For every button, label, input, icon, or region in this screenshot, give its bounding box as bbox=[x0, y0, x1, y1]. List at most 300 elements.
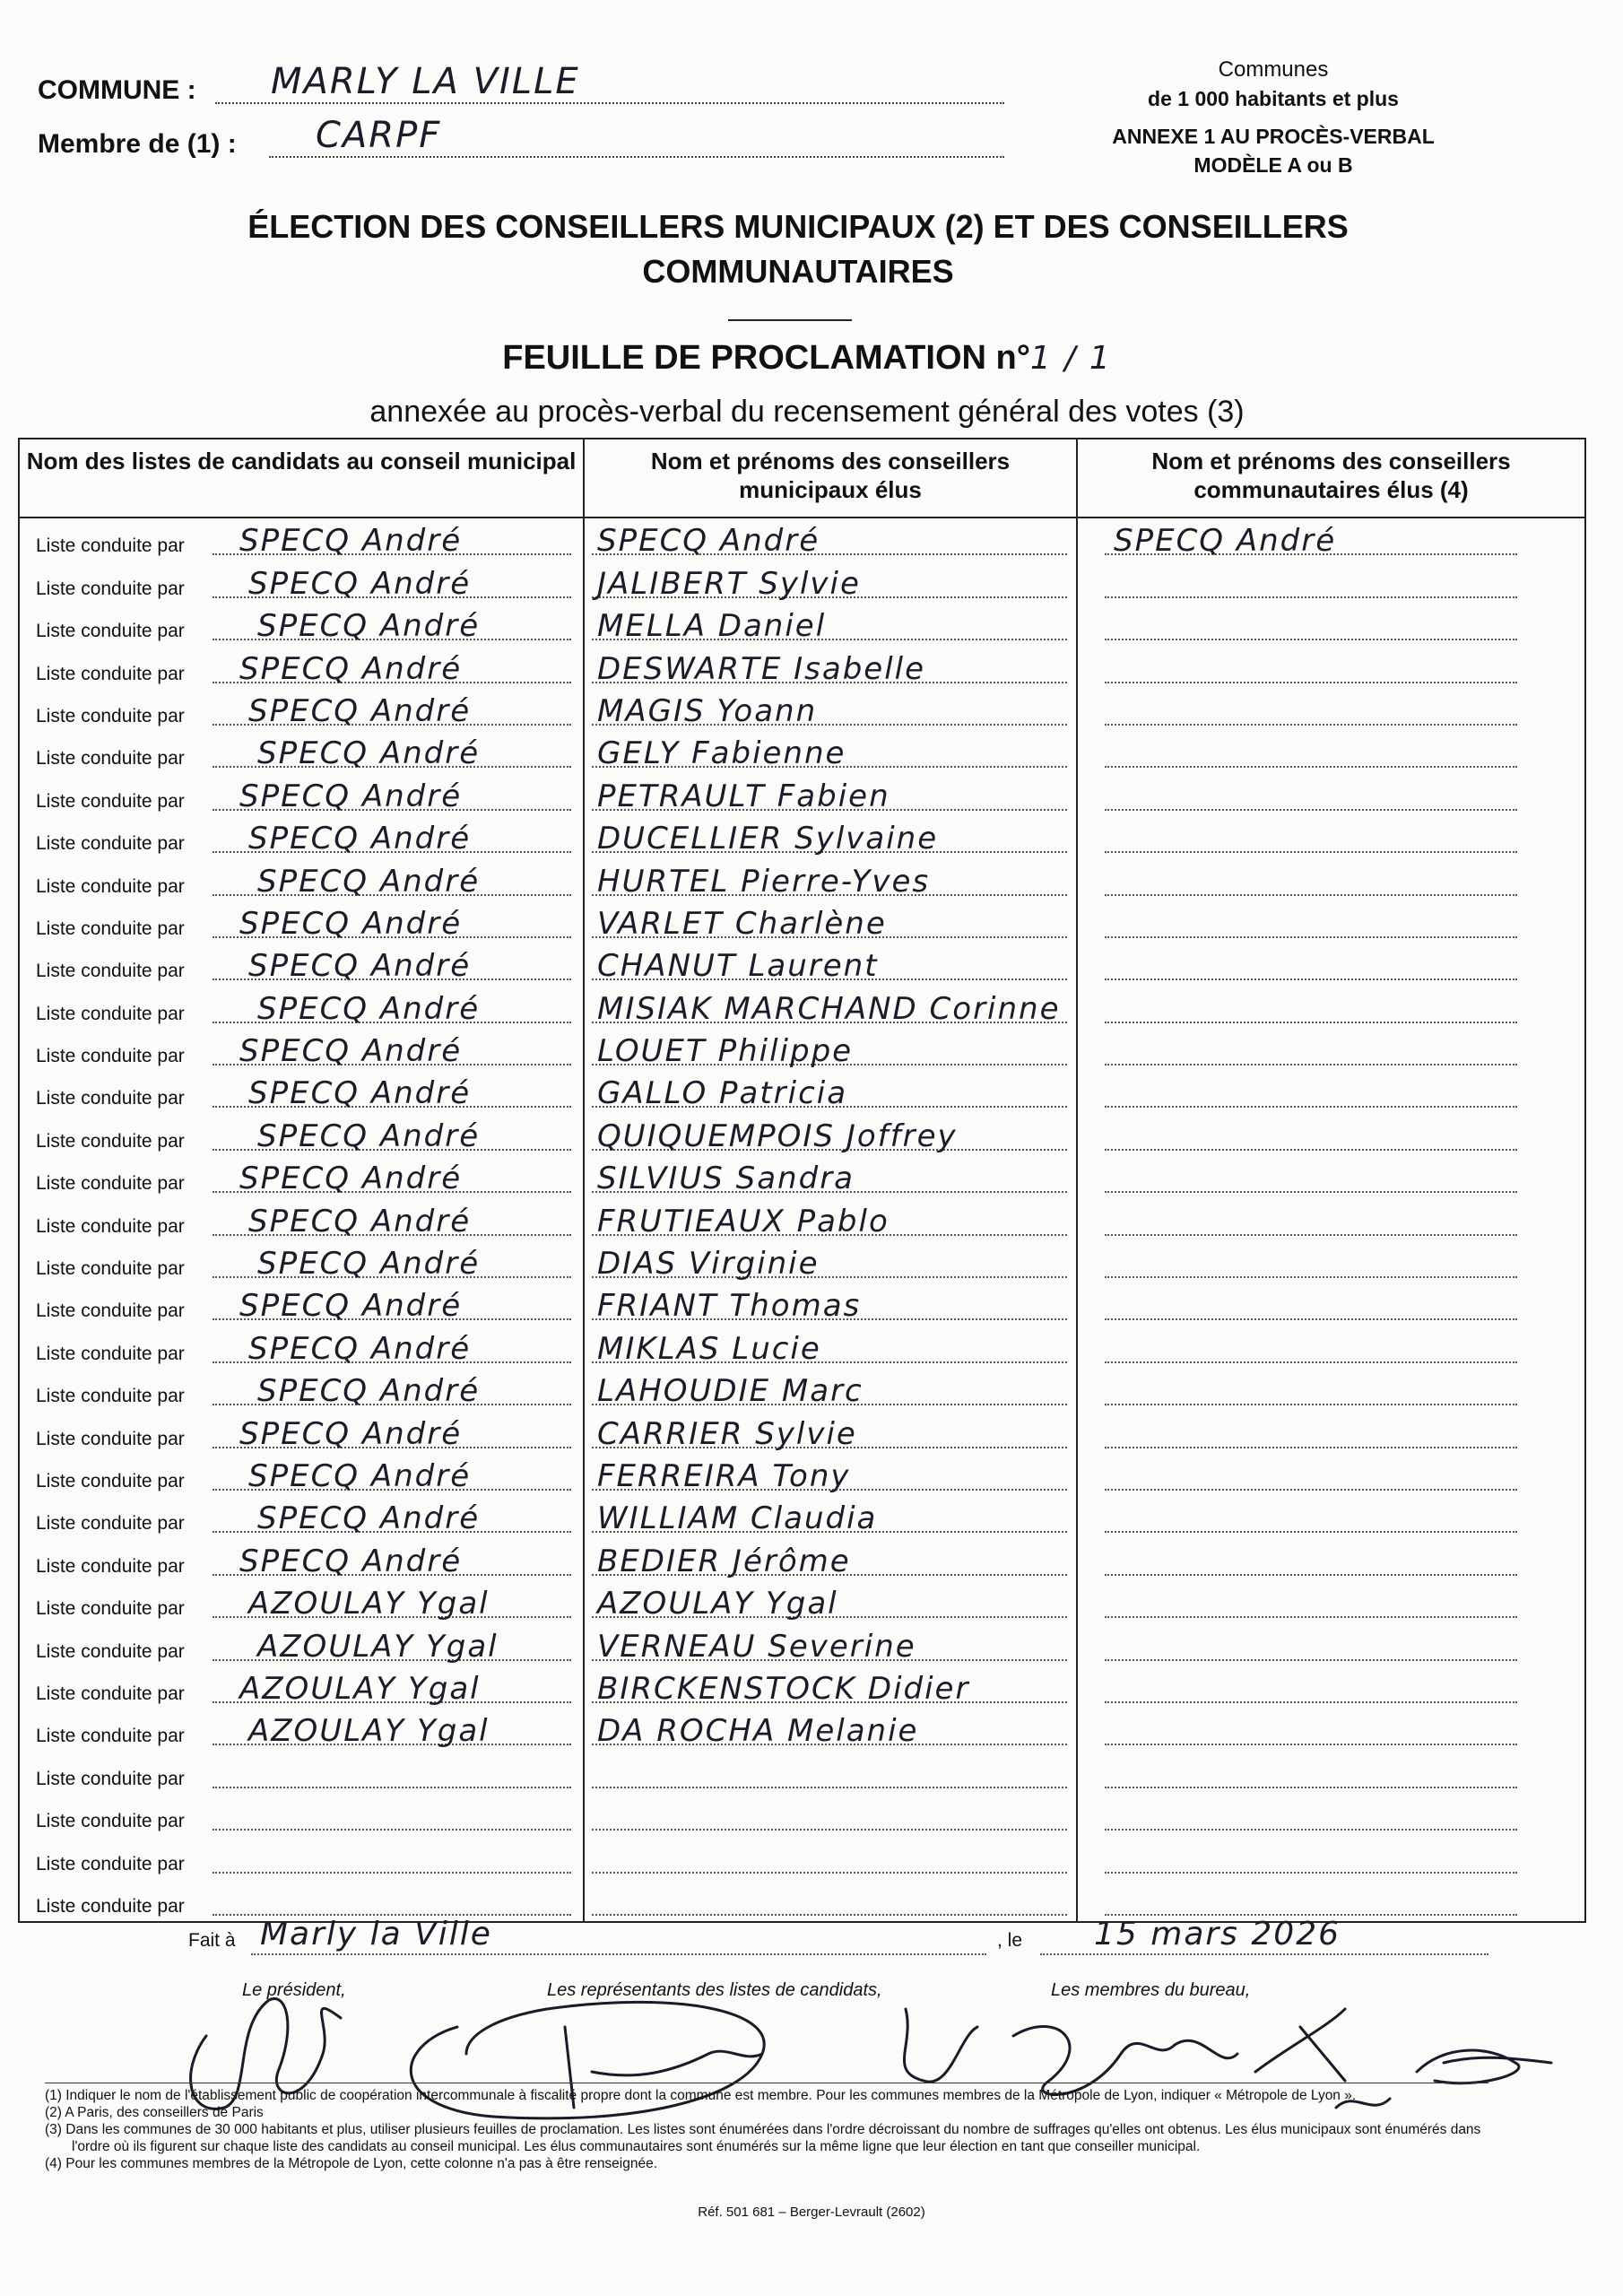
reference-code: Réf. 501 681 – Berger-Levrault (2602) bbox=[698, 2205, 925, 2220]
row-prefix: Liste conduite par bbox=[36, 621, 185, 642]
communautaire-cell bbox=[1078, 689, 1584, 731]
municipal-elected: JALIBERT Sylvie bbox=[597, 565, 861, 602]
municipal-cell bbox=[585, 1113, 1078, 1155]
municipal-cell bbox=[585, 858, 1078, 900]
communautaire-dotline bbox=[1105, 1361, 1517, 1363]
table-row bbox=[20, 986, 1584, 1028]
list-cell bbox=[20, 1113, 585, 1155]
list-cell bbox=[20, 1283, 585, 1326]
list-leader: SPECQ André bbox=[257, 735, 481, 772]
communautaire-dotline bbox=[1105, 1616, 1517, 1618]
communautaire-cell bbox=[1078, 1751, 1584, 1793]
representative-signature-2 bbox=[904, 2009, 977, 2082]
communautaire-dotline bbox=[1105, 1872, 1517, 1874]
municipal-elected: VERNEAU Severine bbox=[597, 1628, 916, 1665]
municipal-elected: GALLO Patricia bbox=[597, 1075, 848, 1112]
membre-row bbox=[38, 115, 1006, 167]
category-line-1: Communes bbox=[1218, 57, 1329, 82]
list-cell bbox=[20, 1156, 585, 1198]
list-leader: SPECQ André bbox=[257, 1373, 481, 1410]
communautaire-cell bbox=[1078, 1071, 1584, 1113]
row-prefix: Liste conduite par bbox=[36, 1853, 185, 1874]
municipal-elected: SILVIUS Sandra bbox=[597, 1161, 855, 1197]
communautaire-dotline bbox=[1105, 639, 1517, 640]
municipal-dotline bbox=[592, 1787, 1067, 1788]
communautaire-dotline bbox=[1105, 978, 1517, 980]
table-row bbox=[20, 773, 1584, 815]
list-cell bbox=[20, 1666, 585, 1709]
municipal-elected: SPECQ André bbox=[597, 523, 820, 560]
municipal-cell bbox=[585, 1326, 1078, 1368]
header-communautaire: Nom et prénoms des conseillers communautaires élus (4) bbox=[1151, 448, 1511, 503]
municipal-cell bbox=[585, 1454, 1078, 1496]
municipal-cell bbox=[585, 689, 1078, 731]
list-cell bbox=[20, 1326, 585, 1368]
membre-dotline bbox=[269, 156, 1004, 158]
communautaire-cell bbox=[1078, 858, 1584, 900]
municipal-cell bbox=[585, 1156, 1078, 1198]
row-prefix: Liste conduite par bbox=[36, 748, 185, 770]
communautaire-dotline bbox=[1105, 894, 1517, 896]
representants-label: Les représentants des listes de candidats, bbox=[547, 1980, 882, 2000]
table-row bbox=[20, 944, 1584, 986]
communautaire-cell bbox=[1078, 1411, 1584, 1453]
municipal-cell bbox=[585, 1709, 1078, 1751]
table-row bbox=[20, 1113, 1584, 1155]
list-cell bbox=[20, 1709, 585, 1751]
list-leader: SPECQ André bbox=[239, 1415, 463, 1452]
table-row bbox=[20, 1411, 1584, 1453]
municipal-elected: MELLA Daniel bbox=[597, 608, 827, 645]
table-row bbox=[20, 1794, 1584, 1836]
list-dotline bbox=[213, 1829, 571, 1831]
municipal-cell bbox=[585, 773, 1078, 815]
municipal-cell bbox=[585, 518, 1078, 561]
municipal-cell bbox=[585, 1623, 1078, 1665]
communautaire-cell bbox=[1078, 1623, 1584, 1665]
municipal-cell bbox=[585, 646, 1078, 688]
municipal-elected: DIAS Virginie bbox=[597, 1246, 820, 1283]
table-row bbox=[20, 1496, 1584, 1538]
list-leader: SPECQ André bbox=[239, 1161, 463, 1197]
municipal-elected: LOUET Philippe bbox=[597, 1033, 854, 1070]
list-leader: AZOULAY Ygal bbox=[248, 1586, 490, 1622]
list-leader: SPECQ André bbox=[257, 863, 481, 900]
row-prefix: Liste conduite par bbox=[36, 663, 185, 684]
list-cell bbox=[20, 1411, 585, 1453]
le-label: , le bbox=[997, 1930, 1023, 1951]
municipal-elected: DUCELLIER Sylvaine bbox=[597, 821, 939, 857]
communautaire-cell bbox=[1078, 986, 1584, 1028]
communautaire-cell bbox=[1078, 1709, 1584, 1751]
proclamation-number: 1 / 1 bbox=[1029, 340, 1112, 377]
municipal-elected: CARRIER Sylvie bbox=[597, 1415, 857, 1452]
list-cell bbox=[20, 858, 585, 900]
municipal-elected: DESWARTE Isabelle bbox=[597, 650, 925, 687]
communautaire-cell bbox=[1078, 1836, 1584, 1878]
table-row bbox=[20, 1836, 1584, 1878]
municipal-cell bbox=[585, 1029, 1078, 1071]
table-body bbox=[20, 518, 1584, 1921]
communautaire-dotline bbox=[1105, 1106, 1517, 1108]
row-prefix: Liste conduite par bbox=[36, 1046, 185, 1067]
communautaire-cell bbox=[1078, 1283, 1584, 1326]
communautaire-elected: SPECQ André bbox=[1114, 523, 1337, 560]
results-table bbox=[18, 438, 1586, 1923]
municipal-cell bbox=[585, 1794, 1078, 1836]
communautaire-cell bbox=[1078, 1326, 1584, 1368]
list-cell bbox=[20, 518, 585, 561]
list-cell bbox=[20, 604, 585, 646]
list-cell bbox=[20, 646, 585, 688]
municipal-cell bbox=[585, 731, 1078, 773]
proclamation-title bbox=[269, 339, 1345, 378]
row-prefix: Liste conduite par bbox=[36, 705, 185, 726]
row-prefix: Liste conduite par bbox=[36, 1768, 185, 1789]
commune-category-box bbox=[1085, 56, 1462, 179]
commune-label: COMMUNE : bbox=[38, 75, 196, 105]
footnote-3: (3) Dans les communes de 30 000 habitants et plus, utiliser plusieurs feuilles de proclamation. Les listes sont énumérées dans l'ordre décroissant du nombre de suffrages qu'elles ont obtenus. Les élus municipaux sont énumérés dans l'ordre où ils figurent sur chaque liste des candidats au conseil municipal. Les élus communautaires sont énumérés sur la même ligne que leur élection en tant que conseiller municipal. bbox=[45, 2122, 1481, 2154]
communautaire-dotline bbox=[1105, 1276, 1517, 1278]
communautaire-dotline bbox=[1105, 1064, 1517, 1065]
municipal-elected: DA ROCHA Melanie bbox=[597, 1713, 919, 1750]
row-prefix: Liste conduite par bbox=[36, 1088, 185, 1109]
list-leader: SPECQ André bbox=[248, 821, 472, 857]
list-leader: AZOULAY Ygal bbox=[257, 1628, 499, 1665]
list-leader: AZOULAY Ygal bbox=[248, 1713, 490, 1750]
row-prefix: Liste conduite par bbox=[36, 1386, 185, 1407]
communautaire-cell bbox=[1078, 1198, 1584, 1240]
list-cell bbox=[20, 689, 585, 731]
modele-line: MODÈLE A ou B bbox=[1193, 153, 1353, 177]
table-row bbox=[20, 604, 1584, 646]
communautaire-dotline bbox=[1105, 936, 1517, 938]
date-value: 15 mars 2026 bbox=[1094, 1916, 1341, 1952]
municipal-cell bbox=[585, 1496, 1078, 1538]
municipal-cell bbox=[585, 1751, 1078, 1793]
municipal-cell bbox=[585, 604, 1078, 646]
communautaire-dotline bbox=[1105, 1744, 1517, 1745]
communautaire-dotline bbox=[1105, 596, 1517, 598]
row-prefix: Liste conduite par bbox=[36, 535, 185, 557]
list-cell bbox=[20, 1623, 585, 1665]
municipal-dotline bbox=[592, 1829, 1067, 1831]
list-leader: SPECQ André bbox=[257, 608, 481, 645]
list-leader: SPECQ André bbox=[239, 523, 463, 560]
communautaire-dotline bbox=[1105, 724, 1517, 726]
communautaire-dotline bbox=[1105, 1489, 1517, 1491]
municipal-cell bbox=[585, 901, 1078, 944]
communautaire-cell bbox=[1078, 1496, 1584, 1538]
table-row bbox=[20, 1879, 1584, 1921]
communautaire-dotline bbox=[1105, 1574, 1517, 1576]
communautaire-cell bbox=[1078, 1666, 1584, 1709]
row-prefix: Liste conduite par bbox=[36, 1470, 185, 1492]
communautaire-cell bbox=[1078, 1794, 1584, 1836]
municipal-elected: VARLET Charlène bbox=[597, 905, 887, 942]
list-dotline bbox=[213, 1872, 571, 1874]
list-cell bbox=[20, 1496, 585, 1538]
communautaire-cell bbox=[1078, 1538, 1584, 1580]
table-row bbox=[20, 1198, 1584, 1240]
commune-row bbox=[38, 61, 1006, 113]
table-row bbox=[20, 1071, 1584, 1113]
category-line-2: de 1 000 habitants et plus bbox=[1148, 87, 1399, 110]
table-row bbox=[20, 689, 1584, 731]
table-header bbox=[20, 439, 1584, 518]
municipal-cell bbox=[585, 986, 1078, 1028]
communautaire-dotline bbox=[1105, 1318, 1517, 1320]
row-prefix: Liste conduite par bbox=[36, 1811, 185, 1832]
communautaire-dotline bbox=[1105, 1701, 1517, 1703]
row-prefix: Liste conduite par bbox=[36, 1215, 185, 1237]
municipal-cell bbox=[585, 1283, 1078, 1326]
page-title-line-1: ÉLECTION DES CONSEILLERS MUNICIPAUX (2) ET DES CONSEILLERS bbox=[247, 208, 1349, 245]
municipal-elected: GELY Fabienne bbox=[597, 735, 846, 772]
list-cell bbox=[20, 944, 585, 986]
communautaire-cell bbox=[1078, 518, 1584, 561]
membre-value: CARPF bbox=[316, 115, 442, 156]
municipal-cell bbox=[585, 1538, 1078, 1580]
communautaire-dotline bbox=[1105, 766, 1517, 768]
list-leader: SPECQ André bbox=[257, 1500, 481, 1537]
list-leader: SPECQ André bbox=[248, 1203, 472, 1239]
date-dotline bbox=[1040, 1953, 1488, 1955]
communautaire-cell bbox=[1078, 1241, 1584, 1283]
table-row bbox=[20, 858, 1584, 900]
municipal-elected: BEDIER Jérôme bbox=[597, 1543, 851, 1579]
list-leader: SPECQ André bbox=[248, 692, 472, 729]
header-municipal: Nom et prénoms des conseillers municipaux élus bbox=[585, 439, 1078, 517]
list-leader: SPECQ André bbox=[248, 948, 472, 985]
municipal-elected: CHANUT Laurent bbox=[597, 948, 879, 985]
list-cell bbox=[20, 1794, 585, 1836]
municipal-cell bbox=[585, 1836, 1078, 1878]
communautaire-dotline bbox=[1105, 809, 1517, 811]
list-leader: SPECQ André bbox=[248, 1330, 472, 1367]
list-leader: SPECQ André bbox=[248, 1457, 472, 1494]
row-prefix: Liste conduite par bbox=[36, 578, 185, 599]
communautaire-dotline bbox=[1105, 1404, 1517, 1405]
municipal-elected: WILLIAM Claudia bbox=[597, 1500, 878, 1537]
proclamation-label: FEUILLE DE PROCLAMATION n° bbox=[502, 339, 1030, 377]
communautaire-dotline bbox=[1105, 851, 1517, 853]
footnote-1: (1) Indiquer le nom de l'établissement public de coopération intercommunale à fiscalité propre dont la commune est membre. Pour les communes membres de la Métropole de Lyon, indiquer « Métropole de Lyon ». bbox=[45, 2088, 1357, 2103]
table-row bbox=[20, 1283, 1584, 1326]
row-prefix: Liste conduite par bbox=[36, 1683, 185, 1704]
list-leader: SPECQ André bbox=[239, 1288, 463, 1325]
communautaire-cell bbox=[1078, 901, 1584, 944]
row-prefix: Liste conduite par bbox=[36, 1726, 185, 1747]
row-prefix: Liste conduite par bbox=[36, 1300, 185, 1322]
president-label: Le président, bbox=[242, 1980, 346, 2000]
municipal-elected: QUIQUEMPOIS Joffrey bbox=[597, 1118, 958, 1154]
fait-value: Marly la Ville bbox=[260, 1916, 492, 1952]
communautaire-dotline bbox=[1105, 1787, 1517, 1788]
list-cell bbox=[20, 1454, 585, 1496]
membre-label: Membre de (1) : bbox=[38, 129, 237, 159]
fait-dotline bbox=[251, 1953, 986, 1955]
municipal-elected: FRUTIEAUX Pablo bbox=[597, 1203, 890, 1239]
communautaire-dotline bbox=[1105, 1531, 1517, 1533]
footnote-2: (2) A Paris, des conseillers de Paris bbox=[45, 2105, 264, 2120]
table-row bbox=[20, 901, 1584, 944]
municipal-elected: BIRCKENSTOCK Didier bbox=[597, 1670, 970, 1707]
list-leader: AZOULAY Ygal bbox=[239, 1670, 481, 1707]
list-dotline bbox=[213, 1787, 571, 1788]
list-leader: SPECQ André bbox=[239, 1033, 463, 1070]
communautaire-dotline bbox=[1105, 1234, 1517, 1236]
annexe-line: ANNEXE 1 AU PROCÈS-VERBAL bbox=[1112, 125, 1435, 148]
municipal-elected: LAHOUDIE Marc bbox=[597, 1373, 864, 1410]
page-title-line-2: COMMUNAUTAIRES bbox=[642, 253, 954, 290]
row-prefix: Liste conduite par bbox=[36, 1640, 185, 1662]
table-row bbox=[20, 1326, 1584, 1368]
communautaire-dotline bbox=[1105, 1829, 1517, 1831]
communautaire-cell bbox=[1078, 561, 1584, 603]
row-prefix: Liste conduite par bbox=[36, 833, 185, 855]
municipal-dotline bbox=[592, 1914, 1067, 1916]
table-row bbox=[20, 1029, 1584, 1071]
row-prefix: Liste conduite par bbox=[36, 1598, 185, 1620]
footnotes bbox=[45, 2083, 1488, 2172]
table-row bbox=[20, 816, 1584, 858]
municipal-elected: PETRAULT Fabien bbox=[597, 778, 890, 814]
row-prefix: Liste conduite par bbox=[36, 1555, 185, 1577]
communautaire-dotline bbox=[1105, 1659, 1517, 1661]
communautaire-dotline bbox=[1105, 1022, 1517, 1023]
municipal-elected: FERREIRA Tony bbox=[597, 1457, 851, 1494]
commune-value: MARLY LA VILLE bbox=[271, 61, 580, 102]
municipal-cell bbox=[585, 816, 1078, 858]
municipal-cell bbox=[585, 1241, 1078, 1283]
communautaire-dotline bbox=[1105, 1447, 1517, 1448]
municipal-elected: MIKLAS Lucie bbox=[597, 1330, 821, 1367]
list-cell bbox=[20, 1369, 585, 1411]
communautaire-dotline bbox=[1105, 1191, 1517, 1193]
row-prefix: Liste conduite par bbox=[36, 1130, 185, 1152]
row-prefix: Liste conduite par bbox=[36, 1003, 185, 1024]
table-row bbox=[20, 1156, 1584, 1198]
list-cell bbox=[20, 773, 585, 815]
communautaire-cell bbox=[1078, 1369, 1584, 1411]
municipal-cell bbox=[585, 561, 1078, 603]
table-row bbox=[20, 518, 1584, 561]
table-row bbox=[20, 1709, 1584, 1751]
row-prefix: Liste conduite par bbox=[36, 875, 185, 897]
row-prefix: Liste conduite par bbox=[36, 1343, 185, 1364]
list-cell bbox=[20, 901, 585, 944]
communautaire-cell bbox=[1078, 1581, 1584, 1623]
municipal-cell bbox=[585, 944, 1078, 986]
table-row bbox=[20, 561, 1584, 603]
row-prefix: Liste conduite par bbox=[36, 1428, 185, 1449]
communautaire-cell bbox=[1078, 944, 1584, 986]
list-cell bbox=[20, 1198, 585, 1240]
list-cell bbox=[20, 816, 585, 858]
header-lists: Nom des listes de candidats au conseil municipal bbox=[20, 439, 585, 517]
communautaire-cell bbox=[1078, 731, 1584, 773]
list-leader: SPECQ André bbox=[248, 1075, 472, 1112]
municipal-cell bbox=[585, 1581, 1078, 1623]
communautaire-cell bbox=[1078, 1879, 1584, 1921]
communautaire-dotline bbox=[1105, 1149, 1517, 1151]
list-leader: SPECQ André bbox=[239, 650, 463, 687]
list-leader: SPECQ André bbox=[248, 565, 472, 602]
communautaire-dotline bbox=[1105, 682, 1517, 683]
municipal-cell bbox=[585, 1369, 1078, 1411]
list-leader: SPECQ André bbox=[239, 778, 463, 814]
municipal-elected: AZOULAY Ygal bbox=[597, 1586, 838, 1622]
municipal-cell bbox=[585, 1879, 1078, 1921]
list-cell bbox=[20, 1241, 585, 1283]
municipal-elected: MAGIS Yoann bbox=[597, 692, 818, 729]
list-cell bbox=[20, 731, 585, 773]
list-cell bbox=[20, 561, 585, 603]
row-prefix: Liste conduite par bbox=[36, 1513, 185, 1535]
table-row bbox=[20, 1623, 1584, 1665]
annexee-subtitle: annexée au procès-verbal du recensement général des votes (3) bbox=[369, 395, 1245, 429]
title-separator bbox=[728, 319, 852, 321]
municipal-elected: FRIANT Thomas bbox=[597, 1288, 862, 1325]
row-prefix: Liste conduite par bbox=[36, 918, 185, 939]
municipal-cell bbox=[585, 1411, 1078, 1453]
list-cell bbox=[20, 1836, 585, 1878]
communautaire-cell bbox=[1078, 1454, 1584, 1496]
bureau-signature-3 bbox=[1417, 2050, 1551, 2083]
communautaire-cell bbox=[1078, 816, 1584, 858]
communautaire-cell bbox=[1078, 1156, 1584, 1198]
table-row bbox=[20, 1751, 1584, 1793]
table-row bbox=[20, 1454, 1584, 1496]
communautaire-cell bbox=[1078, 773, 1584, 815]
table-row bbox=[20, 1538, 1584, 1580]
row-prefix: Liste conduite par bbox=[36, 1258, 185, 1280]
list-cell bbox=[20, 986, 585, 1028]
list-cell bbox=[20, 1581, 585, 1623]
footnote-4: (4) Pour les communes membres de la Métropole de Lyon, cette colonne n'a pas à être renseignée. bbox=[45, 2156, 658, 2171]
list-cell bbox=[20, 1751, 585, 1793]
list-leader: SPECQ André bbox=[257, 990, 481, 1027]
table-row bbox=[20, 1369, 1584, 1411]
membres-label: Les membres du bureau, bbox=[1051, 1980, 1251, 2000]
list-cell bbox=[20, 1071, 585, 1113]
commune-dotline bbox=[215, 102, 1004, 104]
row-prefix: Liste conduite par bbox=[36, 1895, 185, 1917]
municipal-dotline bbox=[592, 1872, 1067, 1874]
municipal-cell bbox=[585, 1666, 1078, 1709]
list-leader: SPECQ André bbox=[257, 1118, 481, 1154]
list-cell bbox=[20, 1879, 585, 1921]
list-leader: SPECQ André bbox=[239, 1543, 463, 1579]
row-prefix: Liste conduite par bbox=[36, 961, 185, 982]
table-row bbox=[20, 646, 1584, 688]
table-row bbox=[20, 1241, 1584, 1283]
row-prefix: Liste conduite par bbox=[36, 1173, 185, 1195]
municipal-cell bbox=[585, 1071, 1078, 1113]
municipal-cell bbox=[585, 1198, 1078, 1240]
municipal-elected: MISIAK MARCHAND Corinne bbox=[597, 990, 1061, 1027]
communautaire-cell bbox=[1078, 1029, 1584, 1071]
list-cell bbox=[20, 1029, 585, 1071]
table-row bbox=[20, 1581, 1584, 1623]
list-leader: SPECQ André bbox=[239, 905, 463, 942]
list-cell bbox=[20, 1538, 585, 1580]
table-row bbox=[20, 1666, 1584, 1709]
table-row bbox=[20, 731, 1584, 773]
fait-label: Fait à bbox=[188, 1930, 236, 1951]
communautaire-cell bbox=[1078, 604, 1584, 646]
